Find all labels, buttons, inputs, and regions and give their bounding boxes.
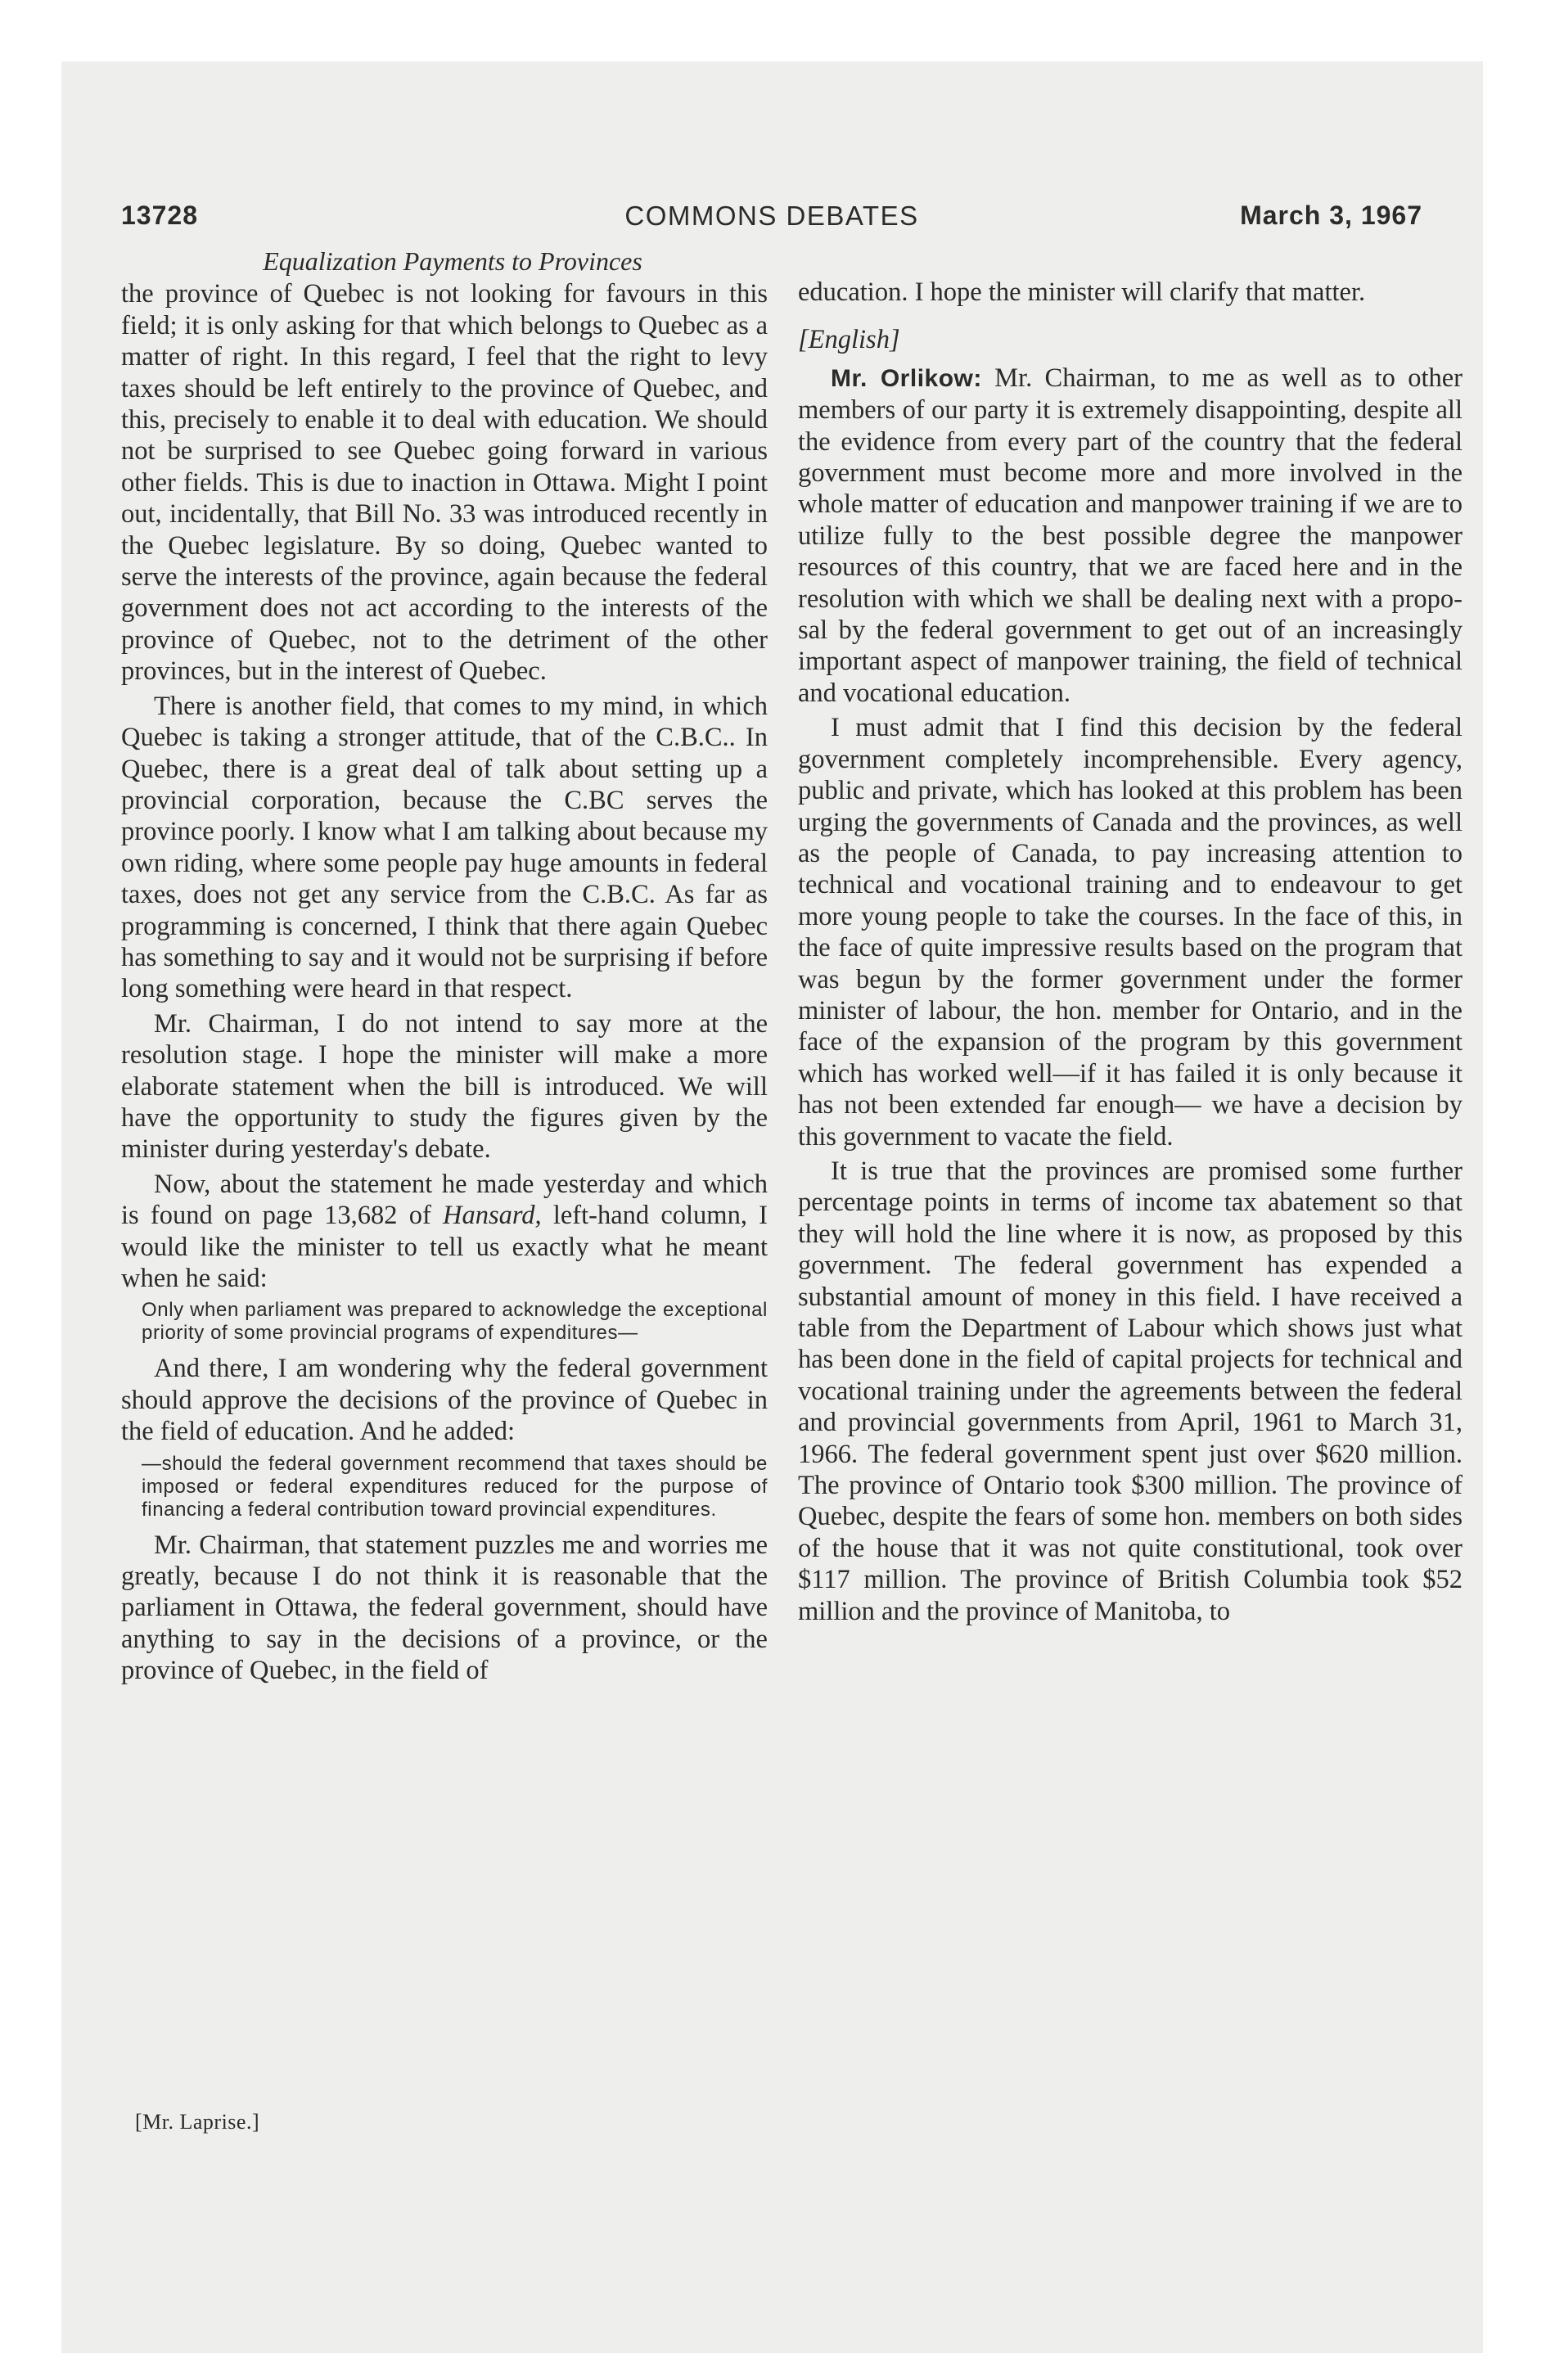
paragraph: the province of Quebec is not looking for favours in this field; it is only asking for that which belongs to Quebec as a matter of right. In this regard, I feel that the right to levy taxes should be left entirely to the province of Quebec, and this, precisely to enable it to deal with education. We should not be surprised to see Quebec going forward in various other fields. This is due to inaction in Ottawa. Might I point out, incidentally, that Bill No. 33 was introduced recently in the Quebec legislature. By so doing, Quebec wanted to serve the interests of the province, again because the federal government does not act according to the interests of the province of Quebec, not to the detriment of the other provinces, but in the interest of Quebec. — [121, 279, 768, 687]
speaker-name: Mr. Orlikow: — [831, 364, 982, 392]
paragraph — [798, 363, 1463, 709]
paragraph-text: left-hand column, I would like the minister to tell us exactly what he meant when he said: — [121, 1201, 768, 1293]
paragraph: And there, I am wondering why the federal government should approve the decisions of the province of Quebec in the field of education. And he added: — [121, 1354, 768, 1447]
paragraph: Mr. Chairman, I do not intend to say more at the resolution stage. I hope the minister will make a more elaborate statement when the bill is introduced. We will have the opportunity to study the figures given by the minister during yesterday's debate. — [121, 1008, 768, 1165]
language-tag: [English] — [798, 325, 900, 355]
paragraph — [121, 1169, 768, 1295]
paragraph-text: Mr. Chairman, to me as well as to other members of our party it is extremely disappointing, despite all the evidence from every part of the country that the federal government must become more and more involved in the whole matter of education and manpower training if we are to utilize fully to the best possible degree the manpower resources of this country, that we are faced here and in the resolution with which we shall be dealing next with a proposal by the federal government to get out of an increasingly important aspect of manpower training, the field of technical and vocational education. — [798, 363, 1463, 708]
block-quote: Only when parliament was prepared to acknowledge the exceptional priority of some provincial programs of expenditures— — [142, 1299, 768, 1345]
block-quote: —should the federal government recommend that taxes should be imposed or federal expenditures reduced for the purpose of financing a federal contribution toward provincial expenditures. — [142, 1452, 768, 1521]
speaker-footnote: [Mr. Laprise.] — [135, 2110, 260, 2134]
running-title: COMMONS DEBATES — [624, 201, 919, 231]
right-column — [798, 277, 1463, 1627]
section-heading: Equalization Payments to Provinces — [263, 246, 642, 276]
page-number: 13728 — [121, 201, 198, 230]
paragraph: education. I hope the minister will clarify that matter. — [798, 277, 1366, 307]
paragraph: I must admit that I find this decision by the federal government completely incomprehensible. Every agency, public and private, which has looked at this problem has been urging the governments of Canada and the provinces, as well as the people of Canada, to pay increasing attention to technical and vocational training and to endeavour to get more young people to take the courses. In the face of this, in the face of quite impressive results based on the program that was begun by the former government under the former minister of labour, the hon. member for Ontario, and in the face of the expansion of the program by this government which has worked well—if it has failed it is only because it has not been extended far enough— we have a decision by this government to vacate the field. — [798, 713, 1463, 1152]
paragraph: It is true that the provinces are promised some further percentage points in terms of income tax abatement so that they will hold the line where it is now, as proposed by this government. The federal government has expended a substantial amount of money in this field. I have received a table from the Department of Labour which shows just what has been done in the field of capital projects for technical and vocational training under the agreements between the federal and provincial governments from April, 1961 to March 31, 1966. The federal government spent just over $620 million. The province of Ontario took $300 million. The province of Quebec, despite the fears of some hon. members on both sides of the house that it was not quite constitutional, took over $117 million. The province of British Columbia took $52 million and the province of Manitoba, to — [798, 1156, 1463, 1626]
hansard-citation: Hansard, — [442, 1201, 542, 1231]
paragraph: There is another field, that comes to my mind, in which Quebec is taking a stronger attitude, that of the C.B.C.. In Quebec, there is a great deal of talk about setting up a provincial corporation, because the C.BC serves the province poorly. I know what I am talking about because my own riding, where some people pay huge amounts in federal taxes, does not get any service from the C.B.C. As far as programming is concerned, I think that there again Quebec has something to say and it would not be surprising if before long something were heard in that respect. — [121, 691, 768, 1004]
page-header — [121, 201, 1422, 241]
left-column — [121, 246, 768, 1687]
issue-date: March 3, 1967 — [1240, 201, 1422, 230]
paragraph-text: Now, about the statement he made yesterday and which is found on page 13,682 of — [121, 1169, 768, 1231]
paragraph: Mr. Chairman, that statement puzzles me and worries me greatly, because I do not think it is reasonable that the parliament in Ottawa, the federal government, should have anything to say in the decisions of a province, or the province of Quebec, in the field of — [121, 1530, 768, 1686]
